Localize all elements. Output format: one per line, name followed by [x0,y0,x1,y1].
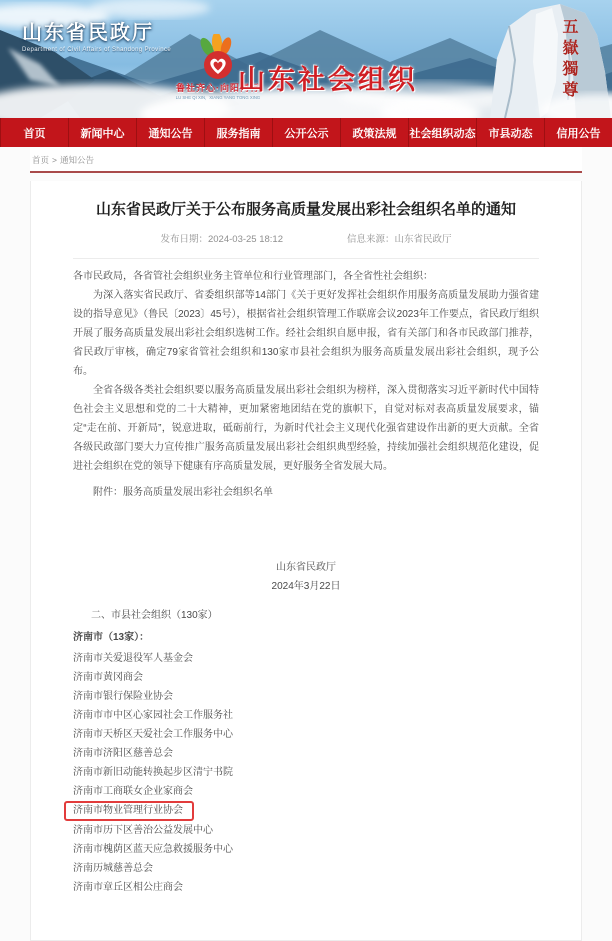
header-banner [0,0,612,118]
site-name: 山东省民政厅 [22,22,154,44]
list-item: 济南市历下区善治公益发展中心 [73,825,213,836]
breadcrumb-separator: > [52,155,57,165]
publish-date: 发布日期：2024-03-25 18:12 [160,234,283,245]
nav-item-home[interactable]: 首页 [0,118,69,147]
stone-inscription: 五嶽獨尊 [560,18,577,102]
article-title: 山东省民政厅关于公布服务高质量发展出彩社会组织名单的通知 [95,201,516,218]
breadcrumb-current: 通知公告 [59,155,94,165]
organization-list [73,649,539,897]
list-item: 济南市槐荫区蓝天应急救援服务中心 [73,844,233,855]
nav-item-policies[interactable]: 政策法规 [341,118,409,147]
nav-item-news-center[interactable]: 新闻中心 [69,118,137,147]
article-container [30,181,582,941]
nav-item-city-county-dynamics[interactable]: 市县动态 [477,118,545,147]
list-item: 济南市黄冈商会 [73,672,143,683]
main-nav [0,118,612,147]
list-item: 济南市关爱退役军人基金会 [73,653,193,664]
paragraph-salutation: 各市民政局，各省管社会组织业务主管单位和行业管理部门，各全省性社会组织： [73,271,433,282]
list-item: 济南市天桥区天爱社会工作服务中心 [73,729,233,740]
phoenix-heart-icon [192,34,244,80]
red-annotation-box: 济南市物业管理行业协会 [64,801,194,821]
list-item: 济南市市中区心家园社会工作服务社 [73,710,233,721]
breadcrumb-home-link[interactable]: 首页 [32,155,50,165]
nav-item-org-dynamics[interactable]: 社会组织动态 [409,118,477,147]
list-item: 济南市章丘区相公庄商会 [73,882,183,893]
attachment-link[interactable]: 附件：服务高质量发展出彩社会组织名单 [93,487,273,498]
list-item-highlighted [73,801,539,821]
list-item: 济南市新旧动能转换起步区清宁书院 [73,767,233,778]
paragraph-body-1: 为深入落实省民政厅、省委组织部等14部门《关于更好发挥社会组织作用服务高质量发展助力强省建设的指导意见》（鲁民〔2023〕45号），根据省社会组织管理工作联席会议2023年工作要点，省民政厅组织开展了服务高质量发展出彩社会组织选树工作。经社会组织自愿申报，省有关部门和各市民政部门推荐，省民政厅审核，确定79家省管社会组织和130家市县社会组织为服务高质量发展出彩社会组织，现予公布。 [73,290,539,377]
site-name-english: Department of Civil Affairs of Shandong Province [22,47,172,53]
logo-slogan: 鲁社齐心·向阳同行 [176,83,260,93]
logo-slogan-english: LU SHE QI XIN，XIANG YANG TONG XING [175,95,261,101]
list-item: 济南市银行保险业协会 [73,691,173,702]
city-heading: 济南市（13家）： [73,632,150,643]
list-item: 济南市工商联女企业家商会 [73,786,193,797]
nav-item-service-guide[interactable]: 服务指南 [205,118,273,147]
list-item: 济南历城慈善总会 [73,863,153,874]
paragraph-body-2: 全省各级各类社会组织要以服务高质量发展出彩社会组织为榜样，深入贯彻落实习近平新时代中国特色社会主义思想和党的二十大精神，更加紧密地团结在党的旗帜下，自觉对标对表高质量发展要求，锚定“走在前、开新局”，锐意进取，砥砺前行，为新时代社会主义现代化强省建设作出新的更大贡献。全省各级民政部门要大力宣传推广服务高质量发展出彩社会组织典型经验，持续加强社会组织规范化建设，促进社会组织在党的领导下健康有序高质量发展，更好服务全省发展大局。 [73,385,539,472]
info-source: 信息来源：山东省民政厅 [347,234,452,245]
nav-item-notices[interactable]: 通知公告 [137,118,205,147]
nav-item-public-disclosure[interactable]: 公开公示 [273,118,341,147]
article-body [73,259,539,897]
banner-title: 山东社会组织 [238,65,418,95]
signature-agency: 山东省民政厅 [276,562,336,573]
nav-item-credit-announcements[interactable]: 信用公告 [556,127,601,140]
section-heading: 二、市县社会组织（130家） [91,610,218,621]
breadcrumb [30,147,582,173]
article-meta [73,231,539,259]
site-logo[interactable] [22,16,171,53]
list-item: 济南市济阳区慈善总会 [73,748,173,759]
signature-date: 2024年3月22日 [271,581,341,592]
